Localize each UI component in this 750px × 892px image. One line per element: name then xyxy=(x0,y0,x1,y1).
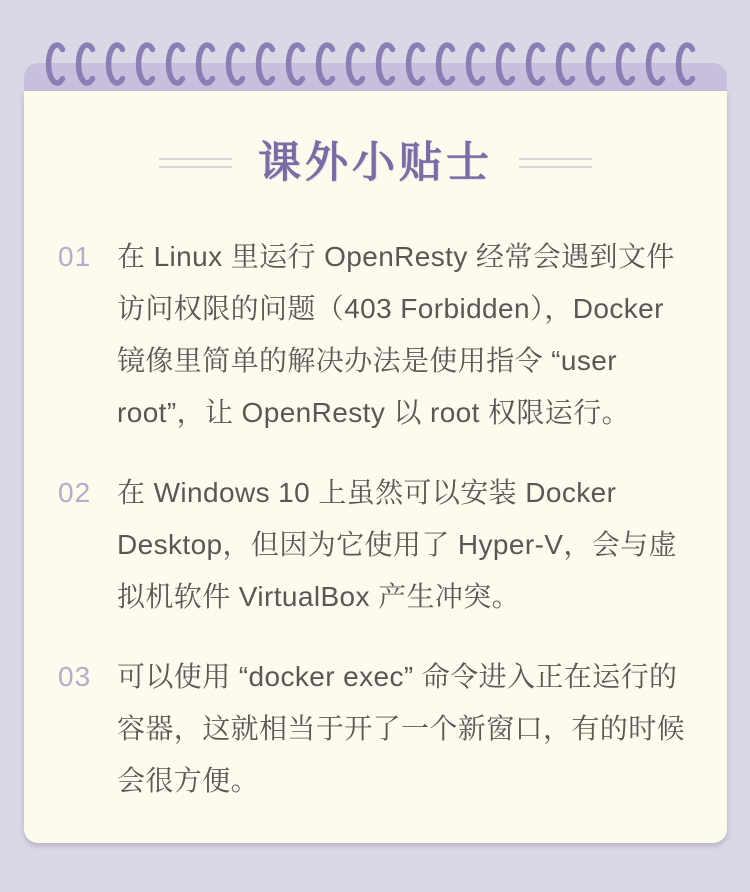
list-item xyxy=(58,231,727,439)
list-item xyxy=(58,467,727,623)
tip-number: 03 xyxy=(58,661,92,692)
tip-number: 02 xyxy=(58,477,92,508)
title-decoration-right-lines xyxy=(519,158,592,168)
spiral-binding-rings xyxy=(46,42,698,86)
title-row xyxy=(24,133,727,193)
tip-text: 在 Linux 里运行 OpenResty 经常会遇到文件访问权限的问题（403 Forbidden），Docker 镜像里简单的解决办法是使用指令 “user root”，让 OpenResty 以 root 权限运行。 xyxy=(117,241,675,428)
tip-text: 可以使用 “docker exec” 命令进入正在运行的容器，这就相当于开了一个新窗口，有的时候会很方便。 xyxy=(117,661,686,796)
title-decoration-left-lines xyxy=(159,158,232,168)
tip-text: 在 Windows 10 上虽然可以安装 Docker Desktop，但因为它使用了 Hyper-V，会与虚拟机软件 VirtualBox 产生冲突。 xyxy=(117,477,677,612)
list-item xyxy=(58,651,727,807)
page-title: 课外小贴士 xyxy=(258,138,493,187)
tip-number: 01 xyxy=(58,241,92,272)
tips-list xyxy=(24,231,727,807)
card-body xyxy=(24,91,727,843)
tips-card xyxy=(24,63,727,843)
